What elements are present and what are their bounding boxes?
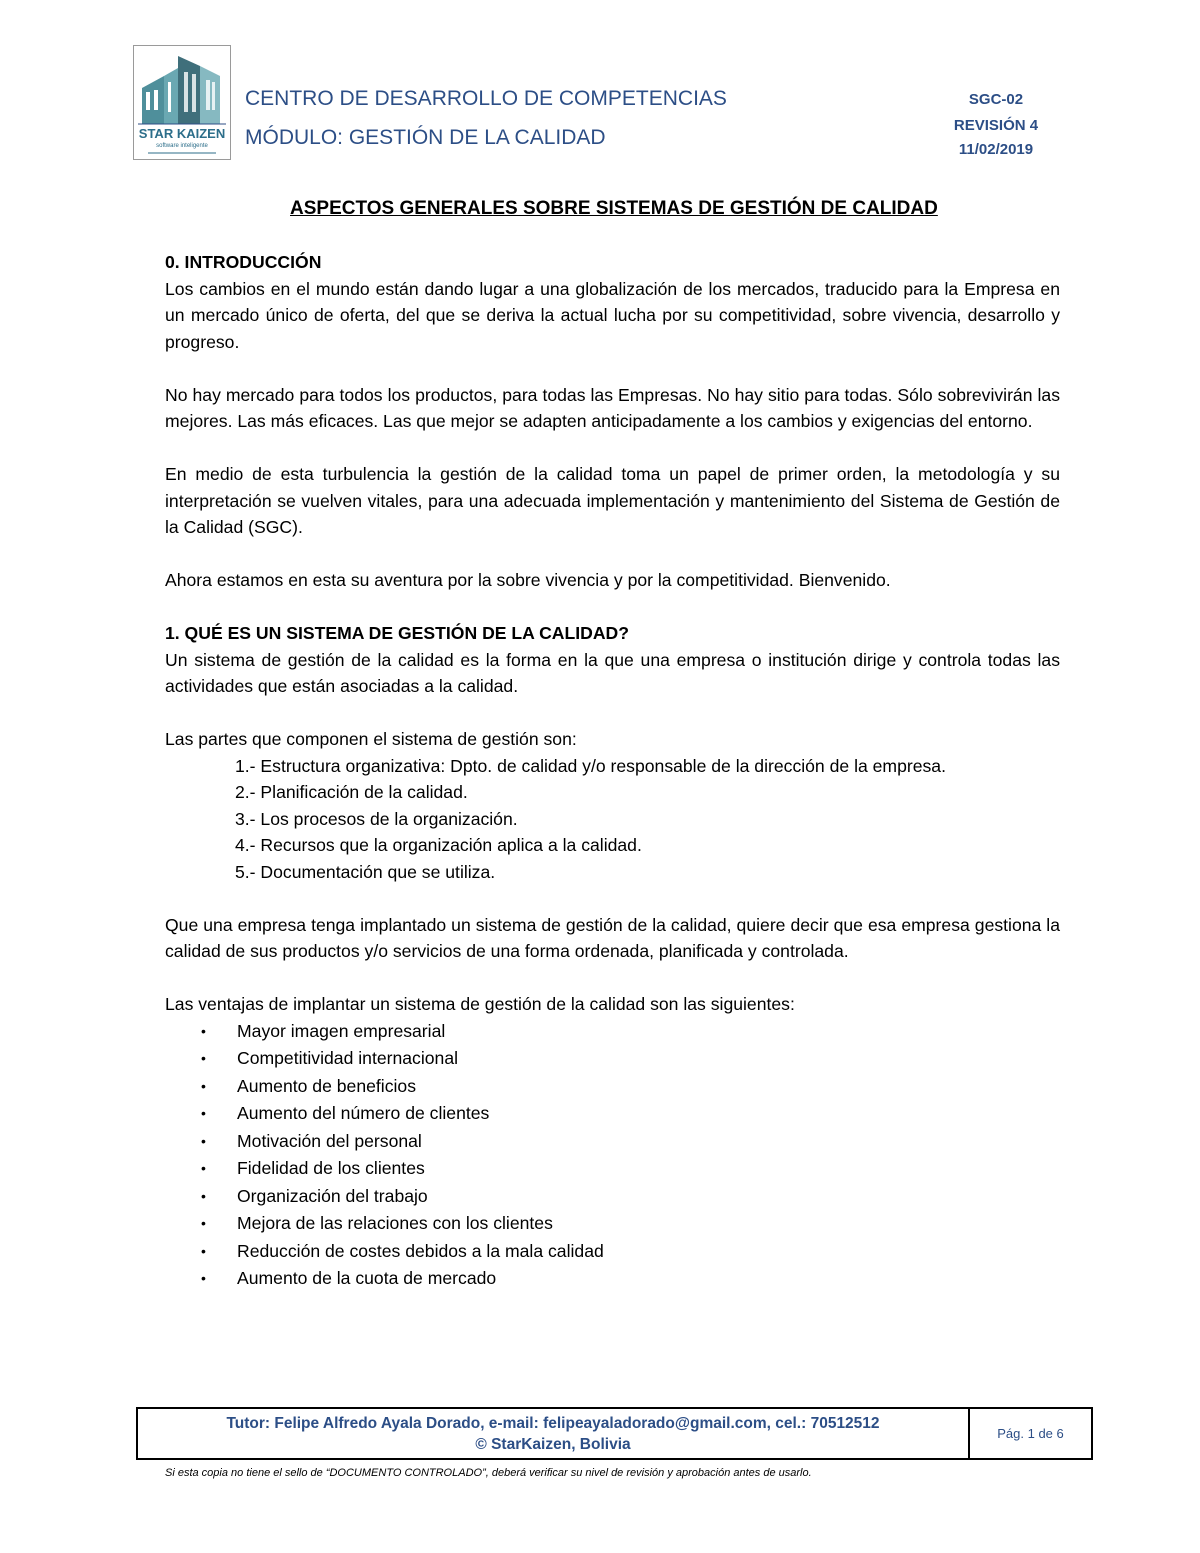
buildings-icon xyxy=(134,46,230,159)
list-item: 3.- Los procesos de la organización. xyxy=(235,808,518,829)
logo-subtext: software inteligente xyxy=(156,143,208,149)
logo-text: STAR KAIZEN xyxy=(138,126,226,141)
bullet-icon: • xyxy=(201,1242,206,1259)
section-1-paragraph-1: Un sistema de gestión de la calidad es la forma en la que una empresa o institución dirige y controla todas las actividades que están asociadas a la calidad. xyxy=(165,649,1060,696)
section-1-paragraph-2: Que una empresa tenga implantado un sistema de gestión de la calidad, quiere decir que esa empresa gestiona la calidad de sus productos y/o servicios de una forma ordenada, planificada y controlada. xyxy=(165,914,1060,961)
parts-intro: Las partes que componen el sistema de gestión son: xyxy=(165,729,577,749)
document-title: ASPECTOS GENERALES SOBRE SISTEMAS DE GESTIÓN DE CALIDAD xyxy=(290,198,938,219)
bullet-icon: • xyxy=(201,1105,206,1121)
list-item: • Competitividad internacional xyxy=(237,1045,1060,1073)
revision-date: 11/02/2019 xyxy=(958,141,1034,158)
document-body xyxy=(165,249,1060,1293)
intro-paragraph-4: Ahora estamos en esta su aventura por la sobre vivencia y por la competitividad. Bienvenido. xyxy=(165,570,891,590)
advantages-list xyxy=(165,1018,1060,1293)
intro-heading: 0. INTRODUCCIÓN xyxy=(165,252,322,272)
center-title: CENTRO DE DESARROLLO DE COMPETENCIAS xyxy=(245,87,727,110)
bullet-icon: • xyxy=(201,1187,206,1204)
bullet-icon: • xyxy=(201,1022,206,1039)
bullet-icon: • xyxy=(201,1215,206,1231)
tutor-line: Tutor: Felipe Alfredo Ayala Dorado, e-mail: felipeayaladorado@gmail.com, cel.: 70512512 xyxy=(226,1415,880,1432)
page-number: Pág. 1 de 6 xyxy=(997,1426,1064,1441)
bullet-icon: • xyxy=(201,1132,206,1149)
intro-paragraph-1: Los cambios en el mundo están dando lugar a una globalización de los mercados, traducido para la Empresa en un mercado único de oferta, del que se deriva la actual lucha por su competitividad, sobre vivencia, desarrollo y progreso. xyxy=(165,278,1060,352)
intro-paragraph-2: No hay mercado para todos los productos, para todas las Empresas. No hay sitio para todas. Sólo sobrevivirán las mejores. Las más eficaces. Las que mejor se adapten anticipadamente a los cambios y exigencias del entorno. xyxy=(165,384,1060,431)
revision-label: REVISIÓN 4 xyxy=(953,117,1039,134)
list-item: • Aumento de beneficios xyxy=(237,1073,1060,1101)
intro-paragraph-3: En medio de esta turbulencia la gestión de la calidad toma un papel de primer orden, la metodología y su interpretación se vuelven vitales, para una adecuada implementación y mantenimiento del Sistema de Gestión de la Calidad (SGC). xyxy=(165,464,1060,537)
list-item: • Reducción de costes debidos a la mala calidad xyxy=(237,1238,1060,1266)
list-item: • Organización del trabajo xyxy=(237,1183,1060,1211)
list-item: • Aumento del número de clientes xyxy=(237,1100,1060,1128)
footer-box xyxy=(136,1407,1093,1460)
bullet-icon: • xyxy=(201,1270,206,1286)
list-item: • Motivación del personal xyxy=(237,1128,1060,1156)
document-code: SGC-02 xyxy=(968,91,1024,108)
list-item: • Fidelidad de los clientes xyxy=(237,1155,1060,1183)
parts-list xyxy=(165,753,1060,886)
bullet-icon: • xyxy=(201,1077,206,1094)
footer-contact xyxy=(138,1409,970,1458)
list-item: 5.- Documentación que se utiliza. xyxy=(235,861,496,882)
list-item: • Mejora de las relaciones con los clientes xyxy=(237,1210,1060,1238)
list-item: • Aumento de la cuota de mercado xyxy=(237,1265,1060,1293)
list-item: 1.- Estructura organizativa: Dpto. de calidad y/o responsable de la dirección de la empresa. xyxy=(235,755,946,776)
starkaizen-logo xyxy=(133,45,231,160)
list-item: 2.- Planificación de la calidad. xyxy=(235,782,468,802)
bullet-icon: • xyxy=(201,1160,206,1176)
section-1-heading: 1. QUÉ ES UN SISTEMA DE GESTIÓN DE LA CALIDAD? xyxy=(165,623,629,643)
list-item: • Mayor imagen empresarial xyxy=(237,1018,1060,1046)
module-title: MÓDULO: GESTIÓN DE LA CALIDAD xyxy=(245,126,606,149)
controlled-copy-note: Si esta copia no tiene el sello de “DOCUMENTO CONTROLADO”, deberá verificar su nivel de revisión y aprobación antes de usarlo. xyxy=(165,1467,812,1479)
copyright-line: © StarKaizen, Bolivia xyxy=(475,1436,631,1453)
advantages-intro: Las ventajas de implantar un sistema de gestión de la calidad son las siguientes: xyxy=(165,994,795,1014)
bullet-icon: • xyxy=(201,1050,206,1066)
list-item: 4.- Recursos que la organización aplica a la calidad. xyxy=(235,835,642,855)
